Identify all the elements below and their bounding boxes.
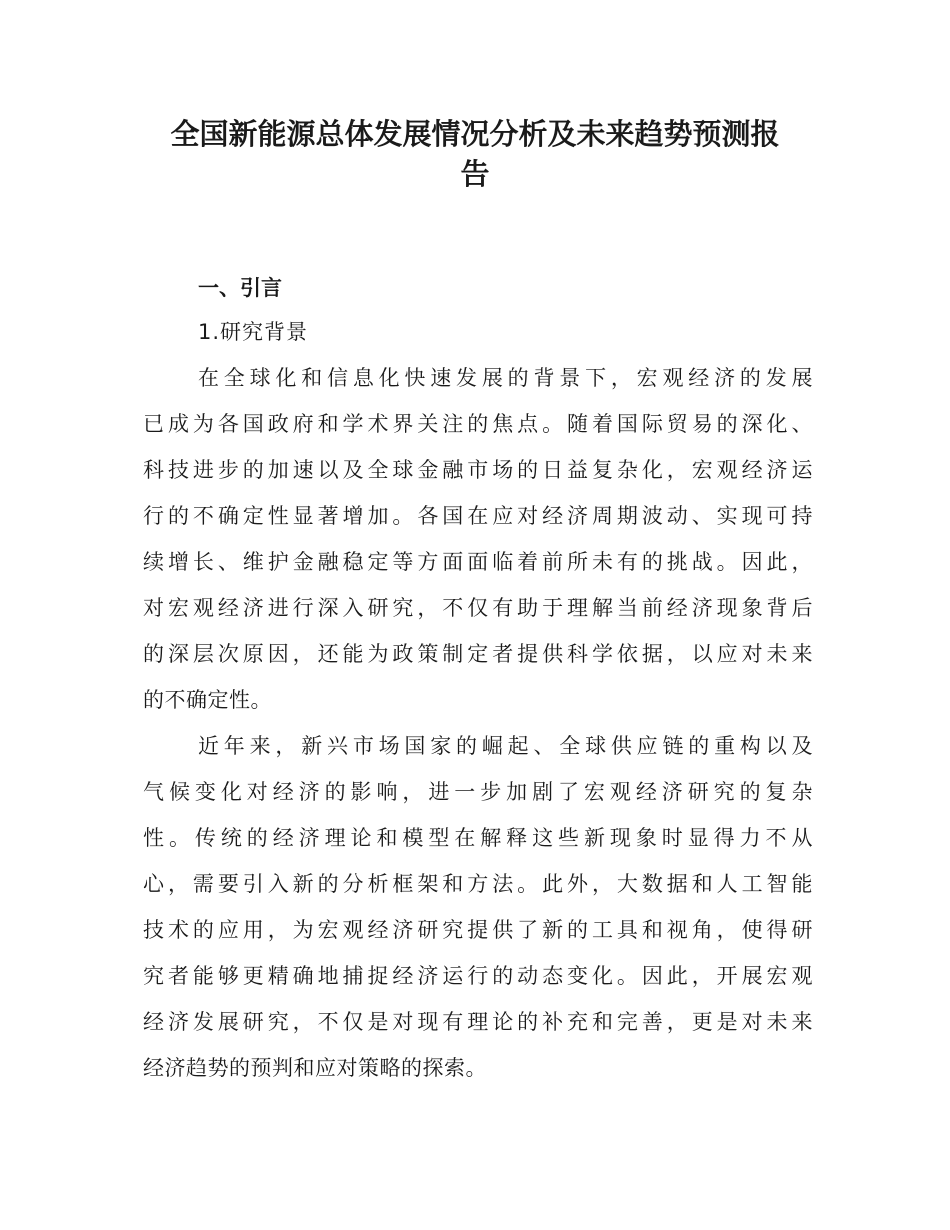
paragraph-2-line: 心，需要引入新的分析框架和方法。此外，大数据和人工智能 [143, 872, 813, 896]
paragraph-2-line: 气候变化对经济的影响，进一步加剧了宏观经济研究的复杂 [143, 780, 813, 804]
paragraph-1-line: 科技进步的加速以及全球金融市场的日益复杂化，宏观经济运 [143, 458, 813, 482]
subsection-heading: 1.研究背景 [198, 320, 309, 344]
paragraph-1-line: 已成为各国政府和学术界关注的焦点。随着国际贸易的深化、 [143, 412, 813, 436]
document-title-line-2: 告 [460, 157, 490, 191]
paragraph-2-line: 近年来，新兴市场国家的崛起、全球供应链的重构以及 [198, 734, 813, 758]
document-title-line-1: 全国新能源总体发展情况分析及未来趋势预测报 [170, 117, 780, 151]
paragraph-2-line: 经济发展研究，不仅是对现有理论的补充和完善，更是对未来 [143, 1010, 813, 1034]
paragraph-1-line: 的不确定性。 [143, 688, 272, 712]
section-heading: 一、引言 [198, 276, 282, 300]
paragraph-2-line: 技术的应用，为宏观经济研究提供了新的工具和视角，使得研 [143, 918, 813, 942]
paragraph-2-line: 性。传统的经济理论和模型在解释这些新现象时显得力不从 [143, 826, 813, 850]
paragraph-2-line: 究者能够更精确地捕捉经济运行的动态变化。因此，开展宏观 [143, 964, 813, 988]
paragraph-1-line: 续增长、维护金融稳定等方面面临着前所未有的挑战。因此， [143, 550, 813, 574]
paragraph-1-line: 对宏观经济进行深入研究，不仅有助于理解当前经济现象背后 [143, 596, 813, 620]
paragraph-1-line: 行的不确定性显著增加。各国在应对经济周期波动、实现可持 [143, 504, 813, 528]
paragraph-1-line: 的深层次原因，还能为政策制定者提供科学依据，以应对未来 [143, 642, 813, 666]
paragraph-2-line: 经济趋势的预判和应对策略的探索。 [143, 1056, 487, 1080]
paragraph-1-line: 在全球化和信息化快速发展的背景下，宏观经济的发展 [198, 366, 813, 390]
